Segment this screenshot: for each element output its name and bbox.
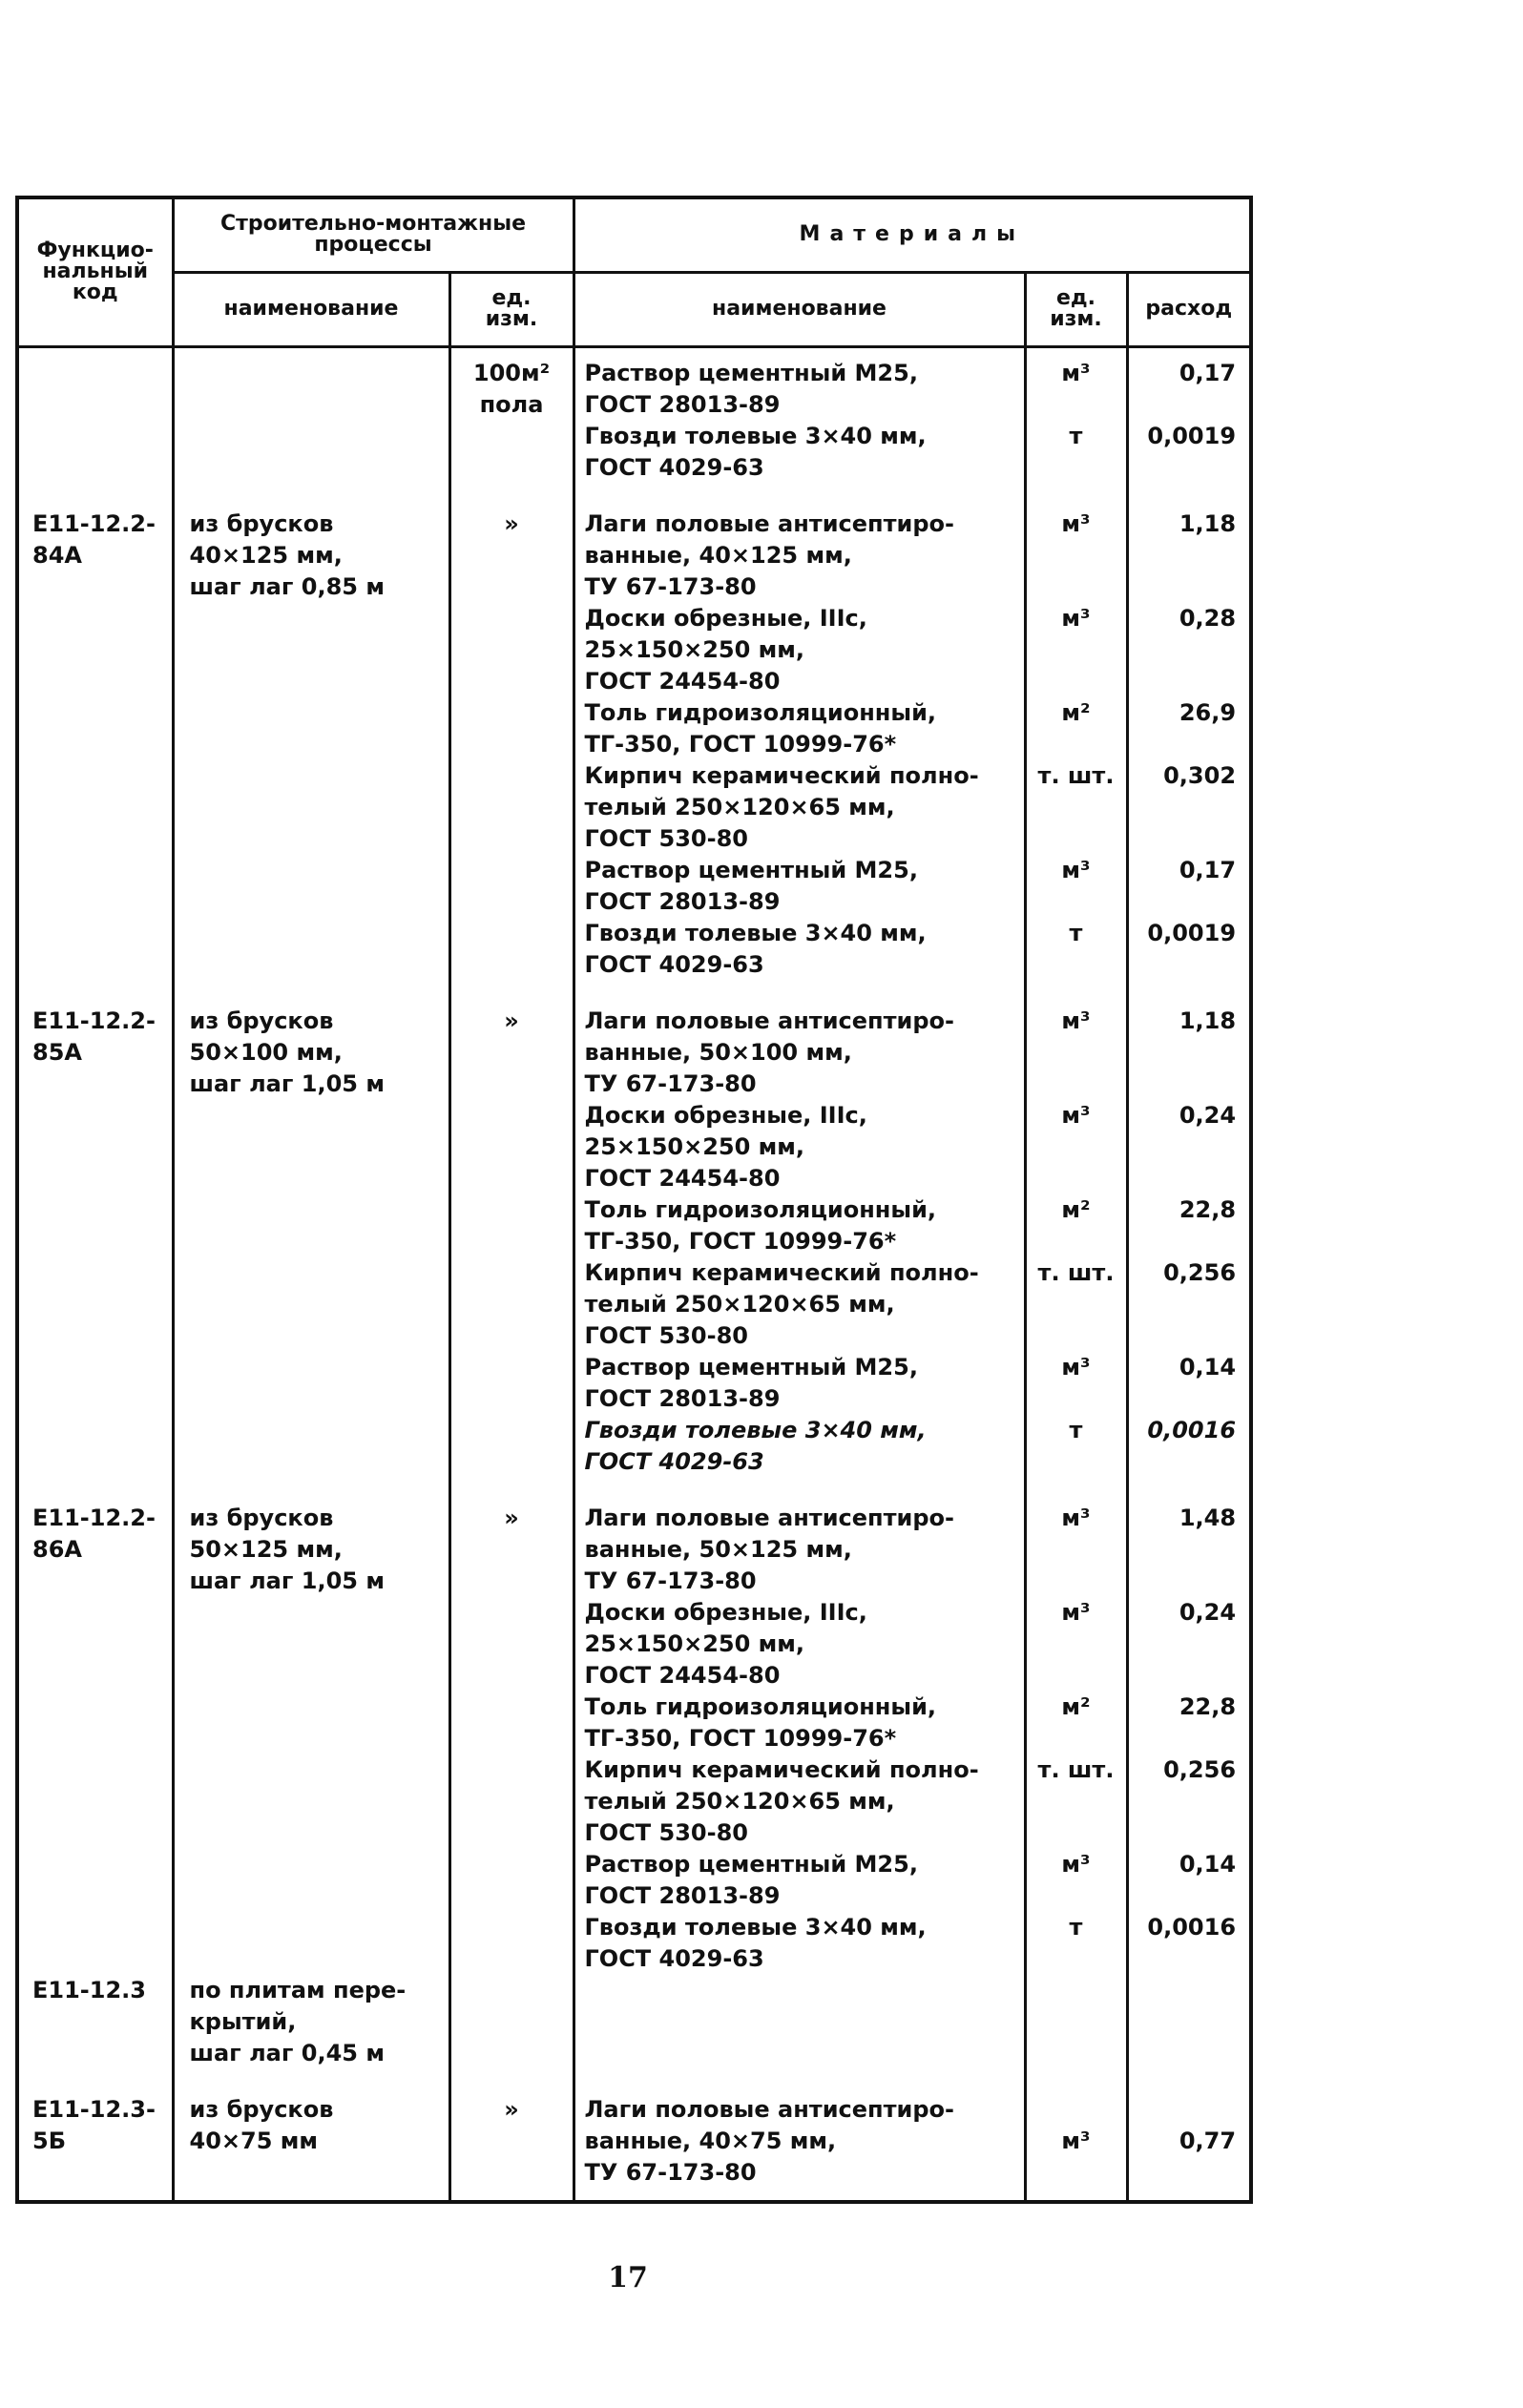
row-process-unit (449, 1194, 574, 1257)
row-code (17, 697, 173, 760)
row-material (574, 2069, 1025, 2094)
table-header (17, 197, 1251, 346)
row-spacer (17, 2069, 1251, 2094)
row-process (173, 1352, 449, 1415)
row-code (17, 1194, 173, 1257)
row-material: Гвозди толевые 3×40 мм, ГОСТ 4029-63 (574, 1415, 1025, 1478)
row-material-unit: м³ (1025, 855, 1127, 918)
row-process-unit (449, 1692, 574, 1754)
page-number: 17 (608, 2261, 648, 2294)
row-material: Доски обрезные, IIIс, 25×150×250 мм, ГОСТ 24454-80 (574, 1597, 1025, 1692)
row-material: Кирпич керамический полно- телый 250×120×65 мм, ГОСТ 530-80 (574, 760, 1025, 855)
row-material-unit: т (1025, 1912, 1127, 1975)
table-row (17, 421, 1251, 484)
row-material: Гвозди толевые 3×40 мм, ГОСТ 4029-63 (574, 918, 1025, 981)
row-consumption: 0,14 (1127, 1849, 1251, 1912)
table-row (17, 509, 1251, 603)
table-row (17, 1754, 1251, 1849)
header-materials: Материалы (574, 197, 1251, 272)
row-process-unit (449, 1754, 574, 1849)
row-code (17, 1754, 173, 1849)
row-material-unit: м² (1025, 1194, 1127, 1257)
row-spacer (17, 1478, 1251, 1503)
header-processes: Строительно-монтажные процессы (173, 197, 574, 272)
row-material: Лаги половые антисептиро- ванные, 50×125 мм, ТУ 67-173-80 (574, 1503, 1025, 1597)
row-code (17, 2069, 173, 2094)
row-material-unit: м³ (1025, 603, 1127, 697)
row-process-unit (449, 1352, 574, 1415)
row-process-unit: » (449, 2094, 574, 2202)
row-consumption: 0,28 (1127, 603, 1251, 697)
row-material-unit: м³ (1025, 1100, 1127, 1194)
row-process-unit: » (449, 1006, 574, 1100)
row-process-unit (449, 1257, 574, 1352)
row-code (17, 1415, 173, 1478)
row-consumption (1127, 2069, 1251, 2094)
row-process (173, 1415, 449, 1478)
row-material (574, 981, 1025, 1006)
row-material-unit: м³ (1025, 2094, 1127, 2202)
row-material-unit: м² (1025, 697, 1127, 760)
header-material-unit: ед. изм. (1025, 272, 1127, 346)
row-material-unit: т (1025, 1415, 1127, 1478)
row-process (173, 2069, 449, 2094)
table-row (17, 855, 1251, 918)
table-row (17, 1503, 1251, 1597)
row-process (173, 1194, 449, 1257)
row-code (17, 346, 173, 421)
row-process (173, 1257, 449, 1352)
table-row (17, 1352, 1251, 1415)
row-process: из брусков 50×100 мм, шаг лаг 1,05 м (173, 1006, 449, 1100)
row-material: Раствор цементный М25, ГОСТ 28013-89 (574, 1352, 1025, 1415)
table-row (17, 1100, 1251, 1194)
row-consumption: 22,8 (1127, 1194, 1251, 1257)
row-material-unit: м³ (1025, 1352, 1127, 1415)
row-process: из брусков 40×75 мм (173, 2094, 449, 2202)
table-row (17, 1006, 1251, 1100)
row-consumption (1127, 981, 1251, 1006)
row-process (173, 1100, 449, 1194)
row-process (173, 760, 449, 855)
row-consumption: 0,0019 (1127, 918, 1251, 981)
row-process-unit (449, 760, 574, 855)
row-process-unit (449, 1849, 574, 1912)
row-code (17, 1100, 173, 1194)
row-process (173, 484, 449, 509)
row-consumption (1127, 1975, 1251, 2069)
row-consumption: 1,18 (1127, 1006, 1251, 1100)
row-code (17, 603, 173, 697)
row-material-unit: м³ (1025, 1597, 1127, 1692)
row-spacer (17, 484, 1251, 509)
row-material: Лаги половые антисептиро- ванные, 40×75 мм, ТУ 67-173-80 (574, 2094, 1025, 2202)
row-process (173, 1849, 449, 1912)
table-row (17, 2094, 1251, 2202)
row-consumption: 0,256 (1127, 1257, 1251, 1352)
row-material-unit (1025, 1478, 1127, 1503)
header-material-consumption: расход (1127, 272, 1251, 346)
row-material (574, 1975, 1025, 2069)
row-code (17, 1912, 173, 1975)
row-process-unit: » (449, 509, 574, 603)
row-material-unit: т. шт. (1025, 1754, 1127, 1849)
row-material: Гвозди толевые 3×40 мм, ГОСТ 4029-63 (574, 1912, 1025, 1975)
table-row (17, 1194, 1251, 1257)
row-process (173, 1912, 449, 1975)
row-process-unit: 100м² пола (449, 346, 574, 421)
row-spacer (17, 981, 1251, 1006)
row-code: Е11-12.2- 84А (17, 509, 173, 603)
row-process-unit (449, 421, 574, 484)
row-process-unit (449, 1478, 574, 1503)
row-process (173, 1754, 449, 1849)
row-process (173, 855, 449, 918)
row-consumption (1127, 1478, 1251, 1503)
row-material-unit: т. шт. (1025, 760, 1127, 855)
row-consumption: 0,24 (1127, 1597, 1251, 1692)
row-process-unit (449, 981, 574, 1006)
row-process-unit (449, 697, 574, 760)
row-process (173, 346, 449, 421)
row-material-unit: м³ (1025, 1849, 1127, 1912)
row-consumption: 0,17 (1127, 855, 1251, 918)
table-row (17, 1975, 1251, 2069)
row-consumption: 22,8 (1127, 1692, 1251, 1754)
row-material-unit (1025, 2069, 1127, 2094)
row-material: Лаги половые антисептиро- ванные, 50×100 мм, ТУ 67-173-80 (574, 1006, 1025, 1100)
row-material-unit: м² (1025, 1692, 1127, 1754)
row-code (17, 855, 173, 918)
header-material-name: наименование (574, 272, 1025, 346)
row-material: Раствор цементный М25, ГОСТ 28013-89 (574, 346, 1025, 421)
row-material: Кирпич керамический полно- телый 250×120×65 мм, ГОСТ 530-80 (574, 1754, 1025, 1849)
row-process-unit (449, 2069, 574, 2094)
row-process-unit (449, 484, 574, 509)
row-material: Кирпич керамический полно- телый 250×120×65 мм, ГОСТ 530-80 (574, 1257, 1025, 1352)
table-row (17, 697, 1251, 760)
row-process: из брусков 50×125 мм, шаг лаг 1,05 м (173, 1503, 449, 1597)
header-functional-code: Функцио- нальный код (17, 197, 173, 346)
table-row (17, 1692, 1251, 1754)
row-code: Е11-12.2- 85А (17, 1006, 173, 1100)
row-material-unit (1025, 981, 1127, 1006)
row-code (17, 760, 173, 855)
row-process (173, 421, 449, 484)
table-row (17, 1912, 1251, 1975)
row-process-unit (449, 603, 574, 697)
row-consumption: 0,0016 (1127, 1415, 1251, 1478)
row-material: Раствор цементный М25, ГОСТ 28013-89 (574, 1849, 1025, 1912)
row-code (17, 1692, 173, 1754)
row-code (17, 421, 173, 484)
row-code: Е11-12.3 (17, 1975, 173, 2069)
row-code (17, 1849, 173, 1912)
row-consumption: 26,9 (1127, 697, 1251, 760)
header-process-name: наименование (173, 272, 449, 346)
row-material-unit (1025, 1975, 1127, 2069)
row-material-unit (1025, 484, 1127, 509)
row-process (173, 1597, 449, 1692)
row-material-unit: м³ (1025, 1503, 1127, 1597)
row-material-unit: т (1025, 918, 1127, 981)
row-material: Толь гидроизоляционный, ТГ-350, ГОСТ 10999-76* (574, 1692, 1025, 1754)
row-process-unit (449, 1100, 574, 1194)
row-material-unit: м³ (1025, 346, 1127, 421)
table-row (17, 346, 1251, 421)
row-code (17, 1257, 173, 1352)
row-code: Е11-12.3- 5Б (17, 2094, 173, 2202)
row-material: Толь гидроизоляционный, ТГ-350, ГОСТ 10999-76* (574, 697, 1025, 760)
row-material (574, 484, 1025, 509)
row-material-unit: т (1025, 421, 1127, 484)
row-code: Е11-12.2- 86А (17, 1503, 173, 1597)
table-row (17, 603, 1251, 697)
row-code (17, 981, 173, 1006)
row-code (17, 918, 173, 981)
row-code (17, 1352, 173, 1415)
row-material: Лаги половые антисептиро- ванные, 40×125 мм, ТУ 67-173-80 (574, 509, 1025, 603)
table-row (17, 760, 1251, 855)
header-process-unit: ед. изм. (449, 272, 574, 346)
row-consumption: 0,0016 (1127, 1912, 1251, 1975)
row-material: Доски обрезные, IIIс, 25×150×250 мм, ГОСТ 24454-80 (574, 1100, 1025, 1194)
row-material: Гвозди толевые 3×40 мм, ГОСТ 4029-63 (574, 421, 1025, 484)
row-consumption: 0,256 (1127, 1754, 1251, 1849)
row-process (173, 603, 449, 697)
row-process: из брусков 40×125 мм, шаг лаг 0,85 м (173, 509, 449, 603)
row-code (17, 1478, 173, 1503)
table-row (17, 1415, 1251, 1478)
row-consumption: 0,17 (1127, 346, 1251, 421)
row-material-unit: т. шт. (1025, 1257, 1127, 1352)
row-consumption (1127, 484, 1251, 509)
table-row (17, 918, 1251, 981)
row-code (17, 1597, 173, 1692)
row-consumption: 0,0019 (1127, 421, 1251, 484)
row-consumption: 0,302 (1127, 760, 1251, 855)
row-process-unit (449, 918, 574, 981)
row-consumption: 0,14 (1127, 1352, 1251, 1415)
row-material: Толь гидроизоляционный, ТГ-350, ГОСТ 10999-76* (574, 1194, 1025, 1257)
row-process: по плитам пере- крытий, шаг лаг 0,45 м (173, 1975, 449, 2069)
row-material-unit: м³ (1025, 509, 1127, 603)
table-row (17, 1257, 1251, 1352)
table-row (17, 1849, 1251, 1912)
row-consumption: 1,18 (1127, 509, 1251, 603)
row-process-unit (449, 1415, 574, 1478)
table-row (17, 1597, 1251, 1692)
row-process (173, 1478, 449, 1503)
row-material: Раствор цементный М25, ГОСТ 28013-89 (574, 855, 1025, 918)
row-consumption: 0,24 (1127, 1100, 1251, 1194)
row-process (173, 918, 449, 981)
row-process (173, 981, 449, 1006)
row-process (173, 697, 449, 760)
row-consumption: 0,77 (1127, 2094, 1251, 2202)
table-body (17, 346, 1251, 2202)
row-material-unit: м³ (1025, 1006, 1127, 1100)
row-code (17, 484, 173, 509)
row-process-unit (449, 1597, 574, 1692)
row-material: Доски обрезные, IIIс, 25×150×250 мм, ГОСТ 24454-80 (574, 603, 1025, 697)
row-process-unit (449, 1975, 574, 2069)
row-consumption: 1,48 (1127, 1503, 1251, 1597)
row-process-unit (449, 855, 574, 918)
row-process-unit: » (449, 1503, 574, 1597)
row-material (574, 1478, 1025, 1503)
row-process (173, 1692, 449, 1754)
materials-table (15, 196, 1253, 2204)
row-process-unit (449, 1912, 574, 1975)
